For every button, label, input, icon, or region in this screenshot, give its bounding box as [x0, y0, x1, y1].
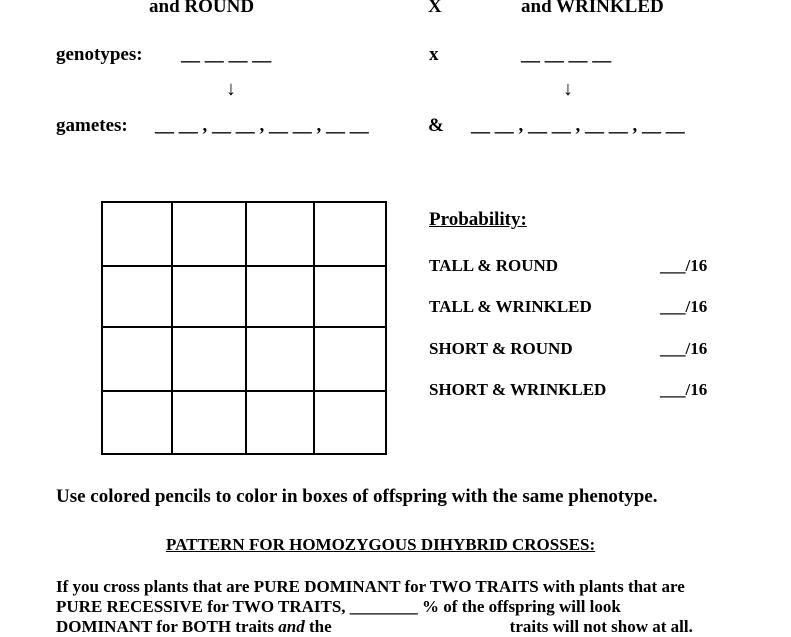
genotypes-label: genotypes: [56, 44, 143, 65]
probability-row-label: TALL & WRINKLED [429, 297, 592, 316]
punnett-cell[interactable] [247, 267, 315, 328]
punnett-cell[interactable] [103, 328, 173, 392]
probability-row-label: SHORT & WRINKLED [429, 380, 607, 399]
parent-2-phenotype-label: and WRINKLED [521, 0, 664, 17]
punnett-cell[interactable] [173, 392, 247, 453]
punnett-cell[interactable] [247, 392, 315, 453]
paragraph-italic-word: and [278, 617, 305, 636]
cross-symbol-genotypes: x [429, 44, 439, 65]
pattern-paragraph [56, 577, 756, 637]
punnett-square [101, 201, 387, 455]
gametes-ampersand: & [428, 115, 444, 136]
parent-1-gametes-blanks[interactable]: __ __ , __ __ , __ __ , __ __ [155, 115, 369, 136]
probability-row-value[interactable]: ___/16 [660, 297, 708, 316]
punnett-cell[interactable] [247, 328, 315, 392]
paragraph-line: If you cross plants that are PURE DOMINANT for TWO TRAITS with plants that are [56, 577, 685, 596]
punnett-cell[interactable] [315, 392, 385, 453]
punnett-cell[interactable] [173, 203, 247, 267]
down-arrow-icon: ↓ [226, 78, 236, 100]
parent-2-gametes-blanks[interactable]: __ __ , __ __ , __ __ , __ __ [471, 115, 685, 136]
punnett-cell[interactable] [315, 328, 385, 392]
instruction-text: Use colored pencils to color in boxes of offspring with the same phenotype. [56, 486, 658, 507]
paragraph-fragment: traits will not show at all. [509, 617, 693, 636]
gametes-label: gametes: [56, 115, 128, 136]
probability-row-label: TALL & ROUND [429, 256, 559, 275]
parent-1-genotype-blank[interactable]: __ __ __ __ [181, 44, 272, 65]
probability-row-label: SHORT & ROUND [429, 339, 573, 358]
probability-row-value[interactable]: ___/16 [660, 256, 708, 275]
paragraph-line: PURE RECESSIVE for TWO TRAITS, ________ % of the offspring will look [56, 597, 621, 616]
punnett-cell[interactable] [315, 267, 385, 328]
parent-1-phenotype-label: and ROUND [149, 0, 255, 17]
parent-2-genotype-blank[interactable]: __ __ __ __ [521, 44, 612, 65]
punnett-cell[interactable] [103, 203, 173, 267]
probability-row-value[interactable]: ___/16 [660, 380, 708, 399]
punnett-cell[interactable] [173, 328, 247, 392]
paragraph-fragment: DOMINANT for BOTH traits [56, 617, 279, 636]
punnett-cell[interactable] [315, 203, 385, 267]
punnett-cell[interactable] [103, 267, 173, 328]
down-arrow-icon: ↓ [563, 78, 573, 100]
punnett-cell[interactable] [103, 392, 173, 453]
paragraph-line [56, 617, 756, 637]
punnett-cell[interactable] [173, 267, 247, 328]
probability-row-value[interactable]: ___/16 [660, 339, 708, 358]
probability-heading: Probability: [429, 209, 527, 230]
punnett-cell[interactable] [247, 203, 315, 267]
cross-symbol-top: X [428, 0, 442, 17]
pattern-heading: PATTERN FOR HOMOZYGOUS DIHYBRID CROSSES: [166, 535, 596, 554]
paragraph-fragment: the [304, 617, 332, 636]
